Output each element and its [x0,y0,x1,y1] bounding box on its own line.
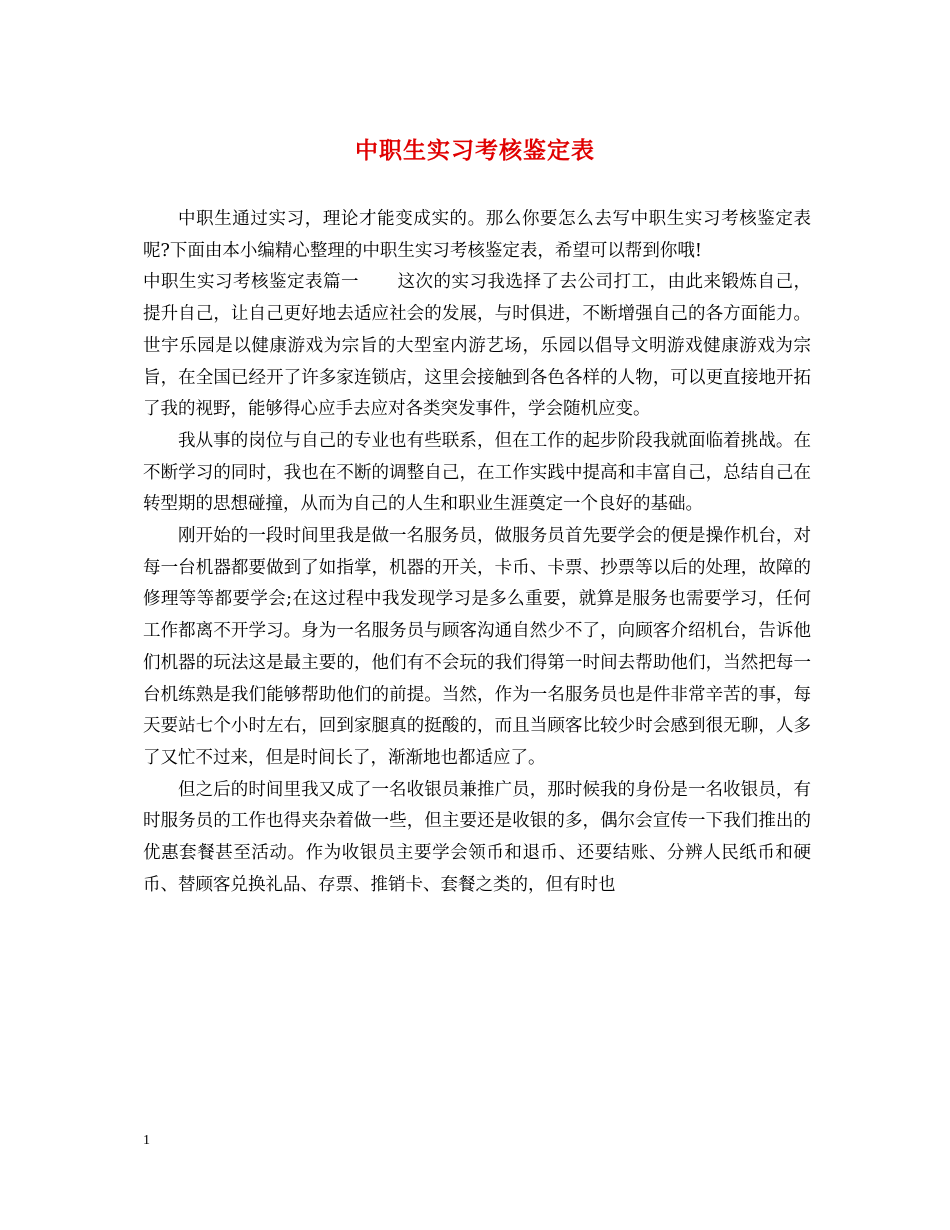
body-paragraph: 刚开始的一段时间里我是做一名服务员，做服务员首先要学会的便是操作机台，对每一台机器都要做到了如指掌，机器的开关，卡币、卡票、抄票等以后的处理，故障的修理等等都要学会;在这过程中我发现学习是多么重要，就算是服务也需要学习，任何工作都离不开学习。身为一名服务员与顾客沟通自然少不了，向顾客介绍机台，告诉他们机器的玩法这是最主要的，他们有不会玩的我们得第一时间去帮助他们，当然把每一台机练熟是我们能够帮助他们的前提。当然，作为一名服务员也是件非常辛苦的事，每天要站七个小时左右，回到家腿真的挺酸的，而且当顾客比较少时会感到很无聊，人多了又忙不过来，但是时间长了，渐渐地也都适应了。 [143,526,811,768]
section-text: 这次的实习我选择了去公司打工，由此来锻炼自己，提升自己，让自己更好地去适应社会的发展，与时俱进，不断增强自己的各方面能力。世宇乐园是以健康游戏为宗旨的大型室内游艺场，乐园以倡导文明游戏健康游戏为宗旨，在全国已经开了许多家连锁店，这里会接触到各色各样的人物，可以更直接地开拓了我的视野，能够得心应手去应对各类突发事件，学会随机应变。 [143,272,811,420]
body-paragraph: 但之后的时间里我又成了一名收银员兼推广员，那时候我的身份是一名收银员，有时服务员的工作也得夹杂着做一些，但主要还是收银的多，偶尔会宣传一下我们推出的优惠套餐甚至活动。作为收银员主要学会领币和退币、还要结账、分辨人民纸币和硬币、替顾客兑换礼品、存票、推销卡、套餐之类的，但有时也 [143,779,811,895]
intro-paragraph: 中职生通过实习，理论才能变成实的。那么你要怎么去写中职生实习考核鉴定表呢?下面由本小编精心整理的中职生实习考核鉴定表，希望可以帮到你哦! [143,209,811,261]
section-title: 中职生实习考核鉴定表篇一 [143,272,359,293]
document-title: 中职生实习考核鉴定表 [355,137,595,164]
document-body [143,204,811,901]
body-paragraph: 我从事的岗位与自己的专业也有些联系，但在工作的起步阶段我就面临着挑战。在不断学习的同时，我也在不断的调整自己，在工作实践中提高和丰富自己，总结自己在转型期的思想碰撞，从而为自己的人生和职业生涯奠定一个良好的基础。 [143,430,811,515]
section-paragraph [143,267,811,426]
page-number: 1 [143,1133,150,1148]
